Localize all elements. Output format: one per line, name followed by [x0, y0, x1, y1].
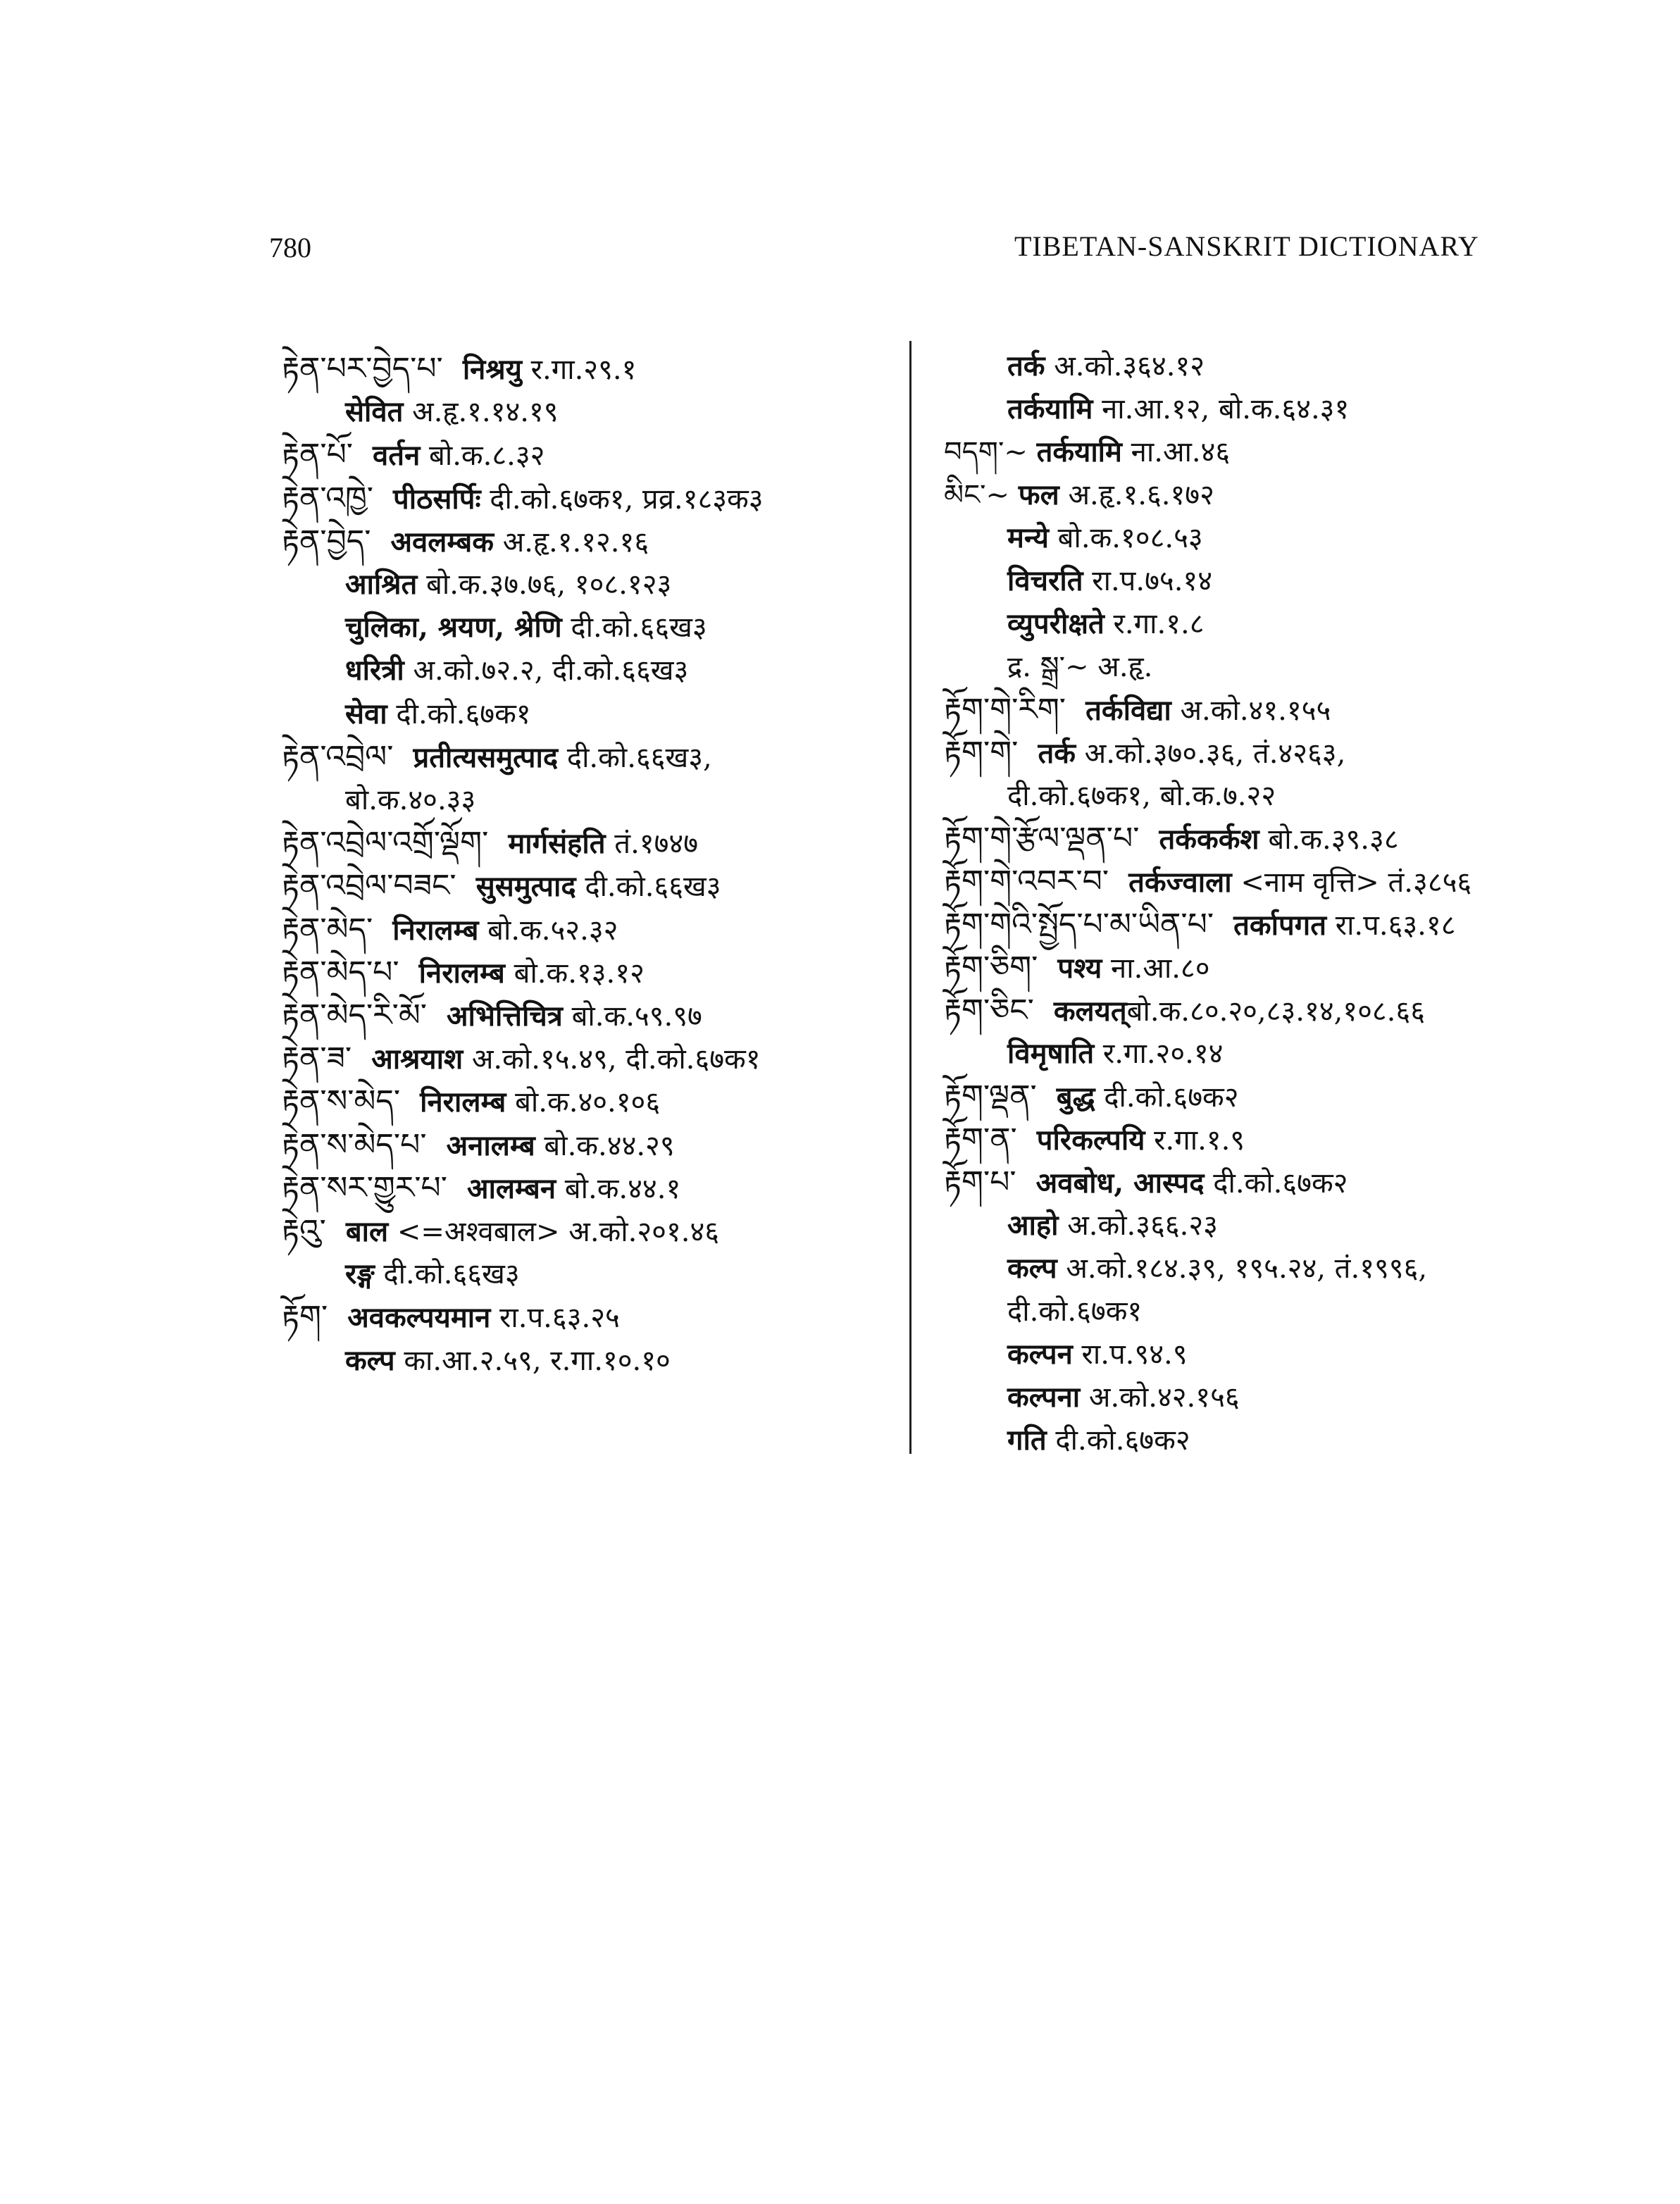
tibetan-headword: རྟེན་ཟ་: [282, 1040, 352, 1077]
tibetan-headword: རྟོག་ཅིག་: [944, 950, 1038, 985]
tibetan-headword: རྟེན་མེད་རི་མོ་: [282, 997, 427, 1033]
sanskrit-equivalent: तर्कयामि: [1007, 392, 1093, 425]
column-divider: [909, 341, 911, 1454]
sanskrit-equivalent: धरित्री: [345, 654, 404, 687]
dictionary-entry: [282, 568, 671, 602]
source-reference: तं.१७४७: [605, 828, 698, 861]
source-reference: अ.हृ.१.१४.१९: [403, 396, 559, 429]
tibetan-headword: རྟོག་ལྡན་: [944, 1078, 1037, 1114]
sanskrit-equivalent: मन्ये: [1007, 521, 1049, 554]
tibetan-headword: རྟེའུ་: [282, 1213, 326, 1249]
tibetan-headword: རྟོག་གེ་རིག་: [944, 692, 1066, 728]
sanskrit-equivalent: आहो: [1007, 1209, 1059, 1242]
tibetan-headword: རྟེན་སར་གྱུར་པ་: [282, 1169, 448, 1206]
dictionary-entry: [944, 865, 1471, 899]
source-reference: बो.क.३९.३८: [1259, 823, 1399, 856]
tibetan-headword: རྟེན་ས་མེད་: [282, 1083, 401, 1120]
sanskrit-equivalent: कलयत्: [1053, 995, 1127, 1028]
compound-prefix: མིང་~: [944, 479, 1019, 511]
source-reference: र.गा.१.८: [1104, 608, 1205, 640]
source-reference: र.गा.२९.१: [521, 354, 637, 386]
source-reference: बो.क.३७.७६, १०८.१२३: [417, 568, 672, 601]
dictionary-entry: [282, 740, 712, 775]
source-reference: <नाम वृत्ति> तं.३८५६: [1231, 866, 1472, 899]
sanskrit-equivalent: तर्कापगत: [1233, 909, 1326, 942]
dictionary-entry: [282, 1344, 671, 1378]
source-reference: अ.को.१५.४९, दी.को.६७क१: [463, 1043, 761, 1076]
dictionary-entry: [282, 826, 698, 861]
sanskrit-equivalent: निश्रयु: [462, 353, 522, 386]
sanskrit-equivalent: पीठसर्पिः: [393, 482, 481, 516]
dictionary-entry: [944, 392, 1349, 426]
dictionary-entry: [282, 654, 688, 687]
dictionary-entry: [944, 1166, 1348, 1200]
dictionary-entry: [944, 650, 1152, 684]
source-reference: रा.प.७५.१४: [1083, 565, 1213, 597]
tibetan-headword: རྟེན་མེད་པ་: [282, 954, 399, 990]
sanskrit-equivalent: निरालम्ब: [392, 913, 479, 947]
source-reference: र.गा.१.९: [1145, 1124, 1245, 1157]
dictionary-entry: [944, 564, 1212, 598]
dictionary-entry: [282, 956, 645, 990]
source-reference: दी.को.६७क२: [1046, 1424, 1190, 1457]
sanskrit-equivalent: बाल: [345, 1215, 389, 1248]
dictionary-entry: [282, 1257, 520, 1291]
dictionary-entry: [944, 1295, 1142, 1328]
source-reference: बो.क.८.३२: [420, 440, 545, 473]
dictionary-entry: [282, 1300, 620, 1335]
sanskrit-equivalent: निरालम्ब: [418, 956, 505, 990]
dictionary-entry: [282, 352, 636, 387]
sanskrit-equivalent: अवलम्बक: [390, 525, 494, 559]
sanskrit-equivalent: कल्प: [345, 1343, 395, 1377]
dictionary-entry: [944, 1037, 1223, 1071]
dictionary-entry: [944, 779, 1276, 813]
sanskrit-equivalent: चुलिका, श्रयण, श्रेणि: [345, 611, 562, 645]
tibetan-headword: རྟེན་འཁྱེ་: [282, 480, 374, 516]
running-head: TIBETAN-SANSKRIT DICTIONARY: [1014, 230, 1479, 262]
source-reference: दी.को.६६ख३: [374, 1258, 520, 1291]
source-reference: बो.क.५२.३२: [478, 914, 618, 947]
sanskrit-equivalent: प्रतीत्यसमुत्पाद: [413, 740, 559, 774]
dictionary-entry: [282, 611, 707, 645]
sanskrit-equivalent: तर्कज्वाला: [1128, 866, 1232, 899]
dictionary-entry: [282, 1042, 761, 1076]
source-reference: बो.क.४४.२९: [535, 1129, 675, 1162]
dictionary-entry: [944, 1123, 1245, 1157]
sanskrit-equivalent: तर्क: [1038, 737, 1076, 770]
source-reference: दी.को.६७क१, प्रव्र.१८३क३: [480, 482, 764, 516]
dictionary-entry: [282, 1214, 719, 1249]
source-reference: बो.क.१३.१२: [504, 957, 645, 990]
sanskrit-equivalent: निरालम्ब: [420, 1085, 506, 1119]
dictionary-entry: [282, 913, 618, 947]
tibetan-headword: རྟེན་པར་བྱེད་པ་: [282, 351, 443, 387]
source-reference: रा.प.६३.१८: [1326, 909, 1456, 942]
source-reference: <=अश्वबाल> अ.को.२०१.४६: [388, 1216, 720, 1248]
source-reference: का.आ.२.५९, र.गा.१०.१०: [394, 1344, 671, 1377]
source-reference: बो.क.४४.१: [556, 1172, 681, 1205]
dictionary-entry: [282, 999, 702, 1033]
dictionary-entry: [282, 697, 531, 731]
source-reference: ना.आ.८०: [1102, 952, 1210, 985]
dictionary-entry: [282, 869, 721, 904]
dictionary-entry: [944, 1080, 1239, 1114]
dictionary-entry: [944, 521, 1203, 555]
tibetan-headword: རྟོག་གེའི་སྤྱོད་པ་མ་ཡིན་པ་: [944, 907, 1214, 942]
source-reference: अ.को.१८४.३९, १९५.२४, तं.१९९६,: [1057, 1252, 1428, 1285]
source-reference: दी.को.६७क२: [1095, 1081, 1239, 1114]
sanskrit-equivalent: बुद्ध: [1056, 1081, 1095, 1114]
dictionary-entry: [944, 1209, 1218, 1243]
source-reference: बो.क.५९.९७: [562, 1000, 702, 1033]
dictionary-entry: [944, 1252, 1427, 1285]
dictionary-entry: [944, 1424, 1190, 1457]
source-reference: अ.को.४२.१५६: [1080, 1381, 1240, 1414]
dictionary-entry: [944, 693, 1331, 728]
sanskrit-equivalent: अवबोध, आस्पद: [1035, 1166, 1205, 1200]
tibetan-headword: རྟེན་ས་མེད་པ་: [282, 1126, 427, 1163]
source-reference: रा.प.९४.९: [1072, 1338, 1188, 1371]
dictionary-entry: [282, 1128, 675, 1163]
source-reference: रा.प.६३.२५: [490, 1302, 620, 1335]
sanskrit-equivalent: वर्तन: [373, 439, 421, 473]
dictionary-entry: [944, 349, 1205, 383]
sanskrit-equivalent: रङ्ग: [345, 1257, 375, 1291]
source-reference: अ.को.३६६.२३: [1058, 1209, 1218, 1242]
sanskrit-equivalent: अवकल्पयमान: [347, 1301, 491, 1335]
tibetan-headword: རྟེན་པོ་: [282, 437, 354, 473]
source-reference: बो.क.८०.२०,८३.१४,१०८.६६: [1126, 995, 1425, 1028]
tibetan-headword: རྟེན་བྱེད་: [282, 523, 371, 559]
compound-prefix: བདག་~: [944, 436, 1037, 468]
page-number: 780: [269, 232, 311, 263]
sanskrit-equivalent: सुसमुत्पाद: [475, 870, 576, 904]
source-reference: ना.आ.१२, बो.क.६४.३१: [1093, 393, 1350, 425]
tibetan-headword: རྟོག་པ་: [944, 1164, 1016, 1200]
source-reference: दी.को.६७क१: [1007, 1295, 1143, 1328]
dictionary-entry: [944, 435, 1230, 469]
dictionary-entry: [944, 736, 1345, 771]
sanskrit-equivalent: तर्कयामि: [1036, 435, 1122, 468]
source-reference: दी.को.६७क१: [387, 697, 531, 730]
tibetan-headword: རྟོག་གེ་རྩོལ་ལྡན་པ་: [944, 821, 1140, 857]
sanskrit-equivalent: गति: [1007, 1424, 1047, 1457]
sanskrit-equivalent: तर्क: [1007, 349, 1045, 382]
tibetan-headword: རྟེན་མེད་: [282, 911, 373, 947]
source-reference: ना.आ.४६: [1121, 436, 1231, 468]
dictionary-entry: [282, 525, 649, 559]
source-reference: बो.क.१०८.५३: [1048, 522, 1203, 554]
sanskrit-equivalent: विचरति: [1007, 564, 1083, 597]
dictionary-entry: [944, 951, 1210, 985]
sanskrit-equivalent: अभित्तिचित्र: [446, 1000, 563, 1033]
sanskrit-equivalent: आलम्बन: [467, 1171, 556, 1205]
sanskrit-equivalent: सेवित: [345, 395, 404, 429]
dictionary-entry: [282, 1085, 660, 1119]
sanskrit-equivalent: आश्रयाश: [371, 1042, 463, 1076]
source-reference: अ.को.७२.२, दी.को.६६ख३: [404, 654, 689, 687]
sanskrit-equivalent: व्युपरीक्षते: [1007, 607, 1105, 640]
dictionary-entry: [282, 438, 545, 473]
source-reference: र.गा.२०.१४: [1094, 1038, 1224, 1070]
sanskrit-equivalent: कल्पना: [1007, 1381, 1081, 1414]
tibetan-headword: རྟོག་གེ་འབར་བ་: [944, 864, 1109, 899]
sanskrit-equivalent: कल्प: [1007, 1252, 1057, 1285]
dictionary-entry: [944, 1381, 1240, 1414]
dictionary-entry: [282, 395, 559, 429]
dictionary-entry: [944, 908, 1456, 942]
tibetan-headword: རྟེན་འབྲེལ་འགྲོ་ལྡོག་: [282, 825, 489, 861]
source-reference: दी.को.६६ख३: [575, 871, 721, 904]
dictionary-entry: [944, 822, 1399, 857]
tibetan-headword: རྟེན་འབྲེལ་: [282, 738, 394, 775]
source-reference: अ.को.४१.१५५: [1171, 695, 1331, 727]
dictionary-entry: [282, 1171, 680, 1206]
sanskrit-equivalent: सेवा: [345, 697, 387, 730]
source-reference: दी.को.६६ख३: [561, 611, 707, 645]
source-reference: दी.को.६६ख३,: [558, 741, 712, 774]
sanskrit-equivalent: परिकल्पयि: [1036, 1123, 1145, 1157]
dictionary-entry: [282, 482, 764, 516]
source-reference: बो.क.४०.३३: [345, 784, 476, 816]
sanskrit-equivalent: कल्पन: [1007, 1338, 1073, 1371]
dictionary-entry: [944, 1338, 1188, 1371]
source-reference: अ.को.३६४.१२: [1045, 350, 1205, 382]
sanskrit-equivalent: आश्रित: [345, 568, 418, 601]
tibetan-headword: རྟེན་འབྲེལ་བཟང་: [282, 868, 456, 904]
sanskrit-equivalent: पश्य: [1057, 952, 1102, 985]
source-reference: अ.को.३७०.३६, तं.४२६३,: [1075, 737, 1346, 770]
source-reference: अ.हृ.१.१२.१६: [493, 525, 649, 559]
sanskrit-equivalent: फल: [1018, 478, 1059, 511]
tibetan-headword: རྟོག་: [282, 1299, 328, 1336]
source-reference: द्र. སྒྲ་~ अ.हृ.: [1007, 651, 1153, 683]
sanskrit-equivalent: अनालम्ब: [446, 1128, 535, 1162]
source-reference: अ.हृ.१.६.१७२: [1059, 479, 1214, 511]
dictionary-entry: [944, 478, 1214, 512]
dictionary-entry: [944, 994, 1425, 1028]
sanskrit-equivalent: विमृषाति: [1007, 1037, 1095, 1070]
sanskrit-equivalent: तर्ककर्कश: [1159, 823, 1259, 856]
tibetan-headword: རྟོག་ན་: [944, 1121, 1017, 1157]
tibetan-headword: རྟོག་གེ་: [944, 735, 1019, 771]
source-reference: दी.को.६७क२: [1204, 1167, 1348, 1200]
sanskrit-equivalent: मार्गसंहति: [508, 827, 606, 861]
source-reference: दी.को.६७क१, बो.क.७.२२: [1007, 780, 1276, 812]
sanskrit-equivalent: तर्कविद्या: [1085, 694, 1171, 727]
source-reference: बो.क.४०.१०६: [506, 1086, 661, 1119]
dictionary-entry: [282, 783, 475, 817]
tibetan-headword: རྟོག་ཅིང་: [944, 992, 1034, 1028]
dictionary-entry: [944, 607, 1205, 641]
